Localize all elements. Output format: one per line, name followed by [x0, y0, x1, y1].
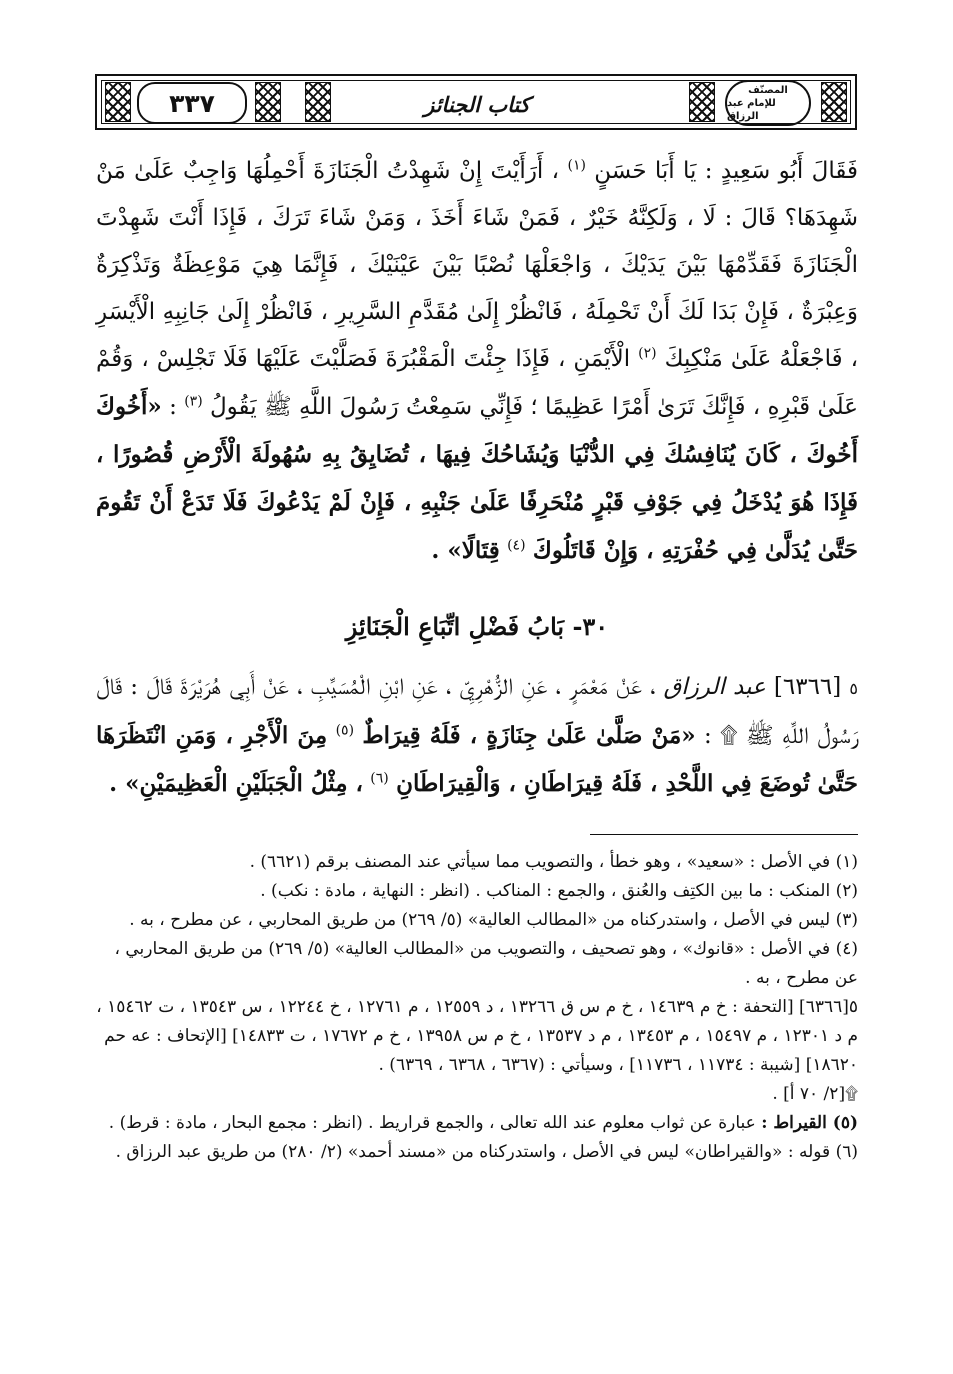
text-run: ، أَرَأَيْتَ إِنْ شَهِدْتُ الْجَنَازَةَ أَحْمِلُهَا وَاجِبٌ عَلَىٰ مَنْ شَهِدَهَا؟ قَالَ : لَا ، وَلَكِنَّهُ خَيْرٌ ، فَمَنْ شَاءَ أَخَذَ ، وَمَنْ شَاءَ تَرَكَ ، فَإِذَا أَنْتَ شَهِدْتَ الْجَنَازَةَ فَقَدِّمْهَا بَيْنَ يَدَيْكَ ، وَاجْعَلْهَا نُصْبًا بَيْنَ عَيْنَيْكَ ، فَإِنَّمَا هِيَ مَوْعِظَةٌ وَتَذْكِرَةٌ وَعِبْرَةٌ ، فَإِنْ بَدَا لَكَ أَنْ تَحْمِلَهُ ، فَانْظُرْ إِلَىٰ مُقَدَّمِ السَّرِيرِ ، فَانْظُرْ إِلَىٰ جَانِبِهِ الْأَيْسَرِ ، فَاجْعَلْهُ عَلَىٰ مَنْكِبِكَ	[96, 158, 859, 372]
text-run: :	[169, 394, 177, 420]
footnote	[96, 1109, 858, 1138]
takhrij-note: ٥[٦٣٦٦] [التحفة : خ م ١٤٦٣٩ ، خ م س ق ١٣٢٦٦ ، د ١٢٥٥٩ ، م ١٢٧٦١ ، خ ١٢٢٤٤ ، س ١٣٥٤٣ ، ت ١٥٤٦٢ ، م د ١٢٣٠١ ، م ١٥٤٩٧ ، م ١٣٤٥٣ ، م د ١٣٥٣٧ ، خ م س ١٣٩٥٨ ، خ م ١٧٦٧٢ ، ت ١٤٨٣٣] [الإتحاف : عه حم ١٨٦٢٠] [شيبة : ١١٧٣٤ ، ١١٧٣٦] ، وسيأتي : (٦٣٦٧ ، ٦٣٦٨ ، ٦٣٦٩) .	[96, 997, 858, 1075]
footnote-term: (٥) القيراط :	[761, 1113, 858, 1133]
folio-note: ۩[٢/ ٧٠ أ] .	[772, 1084, 858, 1104]
footnote: (١) في الأصل : «سعيد» ، وهو خطأ ، والتصويب مما سيأتي عند المصنف برقم (٦٦٢١) .	[249, 852, 858, 872]
text-run: الْأَيْمَنِ ، فَإِذَا جِئْتَ الْمَقْبُرَةَ فَصَلَّيْتَ عَلَيْهَا فَلَا تَجْلِسْ ، وَقُمْ عَلَىٰ قَبْرِهِ ، فَإِنَّكَ تَرَىٰ أَمْرًا عَظِيمًا ؛ فَإِنِّي سَمِعْتُ رَسُولَ اللَّهِ ﷺ يَقُولُ	[96, 346, 858, 420]
main-text	[96, 148, 858, 575]
paragraph	[96, 148, 858, 575]
footnote-ref: (٦)	[370, 770, 389, 787]
footnote: (٤) في الأصل : «قانوك» ، وهو تصحيف ، والتصويب من «المطالب العالية» (٥/ ٢٦٩) من طريق المحاربي ، عن مطرح ، به .	[114, 939, 858, 988]
hadith-number: [٦٣٦٦]	[773, 674, 842, 700]
book-emblem	[725, 80, 811, 126]
narrator-name: عبد الرزاق	[663, 674, 766, 700]
ornament-icon	[255, 82, 281, 122]
ornament-icon	[821, 82, 847, 122]
emblem-line: للإمام عبد الرزاق	[727, 97, 776, 122]
paragraph	[96, 664, 858, 808]
footnote-ref: (٤)	[507, 537, 526, 554]
footnote-ref: (٥)	[335, 722, 355, 739]
prophetic-text: «أَخُوكَ أَخُوكَ ، كَانَ يُنَافِسُكَ فِي الدُّنْيَا وَيُشَاحُكَ فِيهَا ، تُضَايِقُ بِهِ سُهُولَةَ الْأَرْضِ قُصُورًا ، فَإِذَا هُوَ يُدْخَلُ فِي جَوْفِ قَبْرٍ مُنْحَرِفًا عَلَىٰ جَنْبِهِ ، فَإِنْ لَمْ يَدْعُوكَ فَلَا تَدَعْ أَنْ تَقُومَ حَتَّىٰ يُدَلَّىٰ فِي حُفْرَتِهِ ، وَإِنْ قَاتَلُوكَ	[95, 393, 858, 564]
footnote-ref: (٢)	[638, 345, 657, 362]
text-run: فَقَالَ أَبُو سَعِيدٍ : يَا أَبَا حَسَنٍ	[594, 158, 859, 184]
matn-text: «مَنْ صَلَّىٰ عَلَىٰ جِنَازَةٍ ، فَلَهُ قِيرَاطٌ	[362, 722, 696, 749]
footnote: (٣) ليس في الأصل ، واستدركناه من «المطالب العالية» (٥/ ٢٦٩) من طريق المحاربي ، عن مطرح ، به .	[129, 910, 858, 930]
matn-text: مِنَ الْأَجْرِ ، وَمَنِ انْتَظَرَهَا حَتَّىٰ تُوضَعَ فِي اللَّحْدِ ، فَلَهُ قِيرَاطَانِ ، وَالْقِيرَاطَانِ	[96, 722, 858, 797]
page-header	[95, 74, 857, 130]
footnote: (٦) قوله : «والقيراطان» ليس في الأصل ، واستدركناه من «مسند أحمد» (٢/ ٢٨٠) من طريق عبد الرزاق .	[115, 1142, 858, 1162]
footnote-ref: (٣)	[184, 393, 203, 410]
footnote-text: عبارة عن ثواب معلوم عند الله تعالى ، والجمع قراريط . (انظر : مجمع البحار ، مادة : قرط) .	[108, 1113, 756, 1133]
ornament-icon	[105, 82, 131, 122]
page-number: ٣٣٧	[137, 82, 247, 124]
emblem-line: المصنّف	[748, 84, 788, 96]
footnote-divider	[590, 834, 858, 835]
footnotes	[96, 848, 858, 1167]
ornament-icon	[689, 82, 715, 122]
isnad-text: ، عَنْ مَعْمَرٍ ، عَنِ الزُّهْرِيِّ ، عَنِ ابْنِ الْمُسَيَّبِ ، عَنْ أَبِي هُرَيْرَةَ قَالَ : قَالَ رَسُولُ اللَّهِ ﷺ ۩ :	[96, 674, 859, 749]
chapter-heading: ٣٠- بَابُ فَضْلِ اتِّبَاعِ الْجَنَائِزِ	[345, 612, 609, 641]
footnote-ref: (١)	[567, 157, 586, 174]
running-title: كتاب الجنائز	[424, 91, 530, 117]
ornament-icon	[305, 82, 331, 122]
prophetic-text: قِتَالًا» .	[431, 537, 500, 564]
hadith-entry	[96, 664, 858, 808]
hadith-marker: ٥	[849, 679, 859, 698]
matn-text: ، مِثْلُ الْجَبَلَيْنِ الْعَظِيمَيْنِ» .	[109, 770, 363, 797]
footnote: (٢) المنكب : ما بين الكتِف والعُنق ، والجمع : المناكب . (انظر : النهاية ، مادة : نكب) .	[260, 881, 858, 901]
